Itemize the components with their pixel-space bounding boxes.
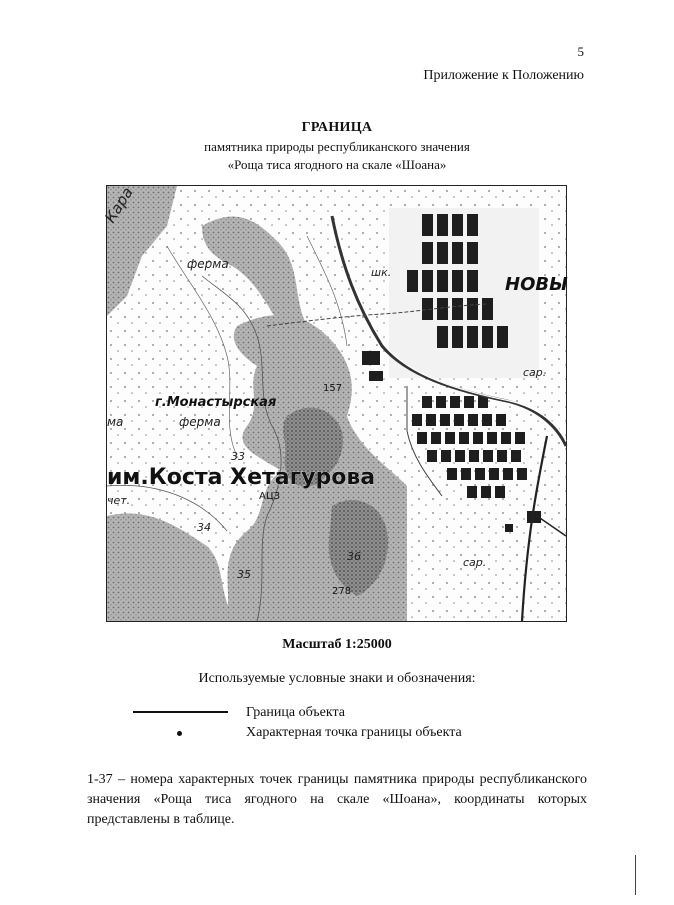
map-label-kara: Кара — [101, 183, 137, 227]
legend-point-label: Характерная точка границы объекта — [246, 725, 462, 740]
map-label-278: 278 — [332, 586, 352, 597]
map-label-novy: НОВЫ — [505, 274, 568, 295]
map-scale: Масштаб 1:25000 — [282, 637, 392, 652]
legend-title: Используемые условные знаки и обозначения: — [198, 671, 476, 686]
footnote-text: 1-37 – номера характерных точек границы памятника природы республиканского значения «Роща тиса ягодного на скале «Шоана», координаты которых представлены в таблице. — [87, 772, 587, 827]
document-subtitle-line2: «Роща тиса ягодного на скале «Шоана» — [227, 157, 447, 172]
map-label-kosta-khetagurova: им.Коста Хетагурова — [107, 465, 376, 490]
map-label-35: 35 — [237, 568, 251, 581]
page-number: 5 — [577, 44, 584, 59]
appendix-label: Приложение к Положению — [423, 68, 584, 83]
map-label-sar-2: сар. — [463, 556, 487, 569]
map-label-sar: сар. — [523, 366, 547, 379]
boundary-line-symbol — [133, 711, 228, 713]
topographic-map — [101, 183, 568, 622]
boundary-point-symbol — [177, 731, 182, 736]
map-label-33: 33 — [231, 450, 245, 463]
map-label-ats: АЦЗ — [259, 491, 281, 502]
map-label-34: 34 — [197, 521, 211, 534]
legend-boundary-label: Граница объекта — [246, 705, 345, 720]
scan-edge-mark — [635, 855, 636, 895]
map-label-chet: чет. — [107, 494, 131, 507]
map-label-monastyrskaya: г.Монастырская — [155, 395, 277, 410]
map-label-ferma: ферма — [187, 257, 229, 271]
document-title: ГРАНИЦА — [301, 120, 373, 135]
map-label-36: 36 — [347, 550, 361, 563]
map-label-school: шк. — [371, 266, 392, 279]
map-label-157: 157 — [323, 383, 343, 394]
map-label-ma: ма — [107, 415, 124, 429]
map-label-ferma-2: ферма — [179, 415, 221, 429]
map-drawing — [101, 183, 568, 621]
document-subtitle-line1: памятника природы республиканского значения — [204, 139, 470, 154]
